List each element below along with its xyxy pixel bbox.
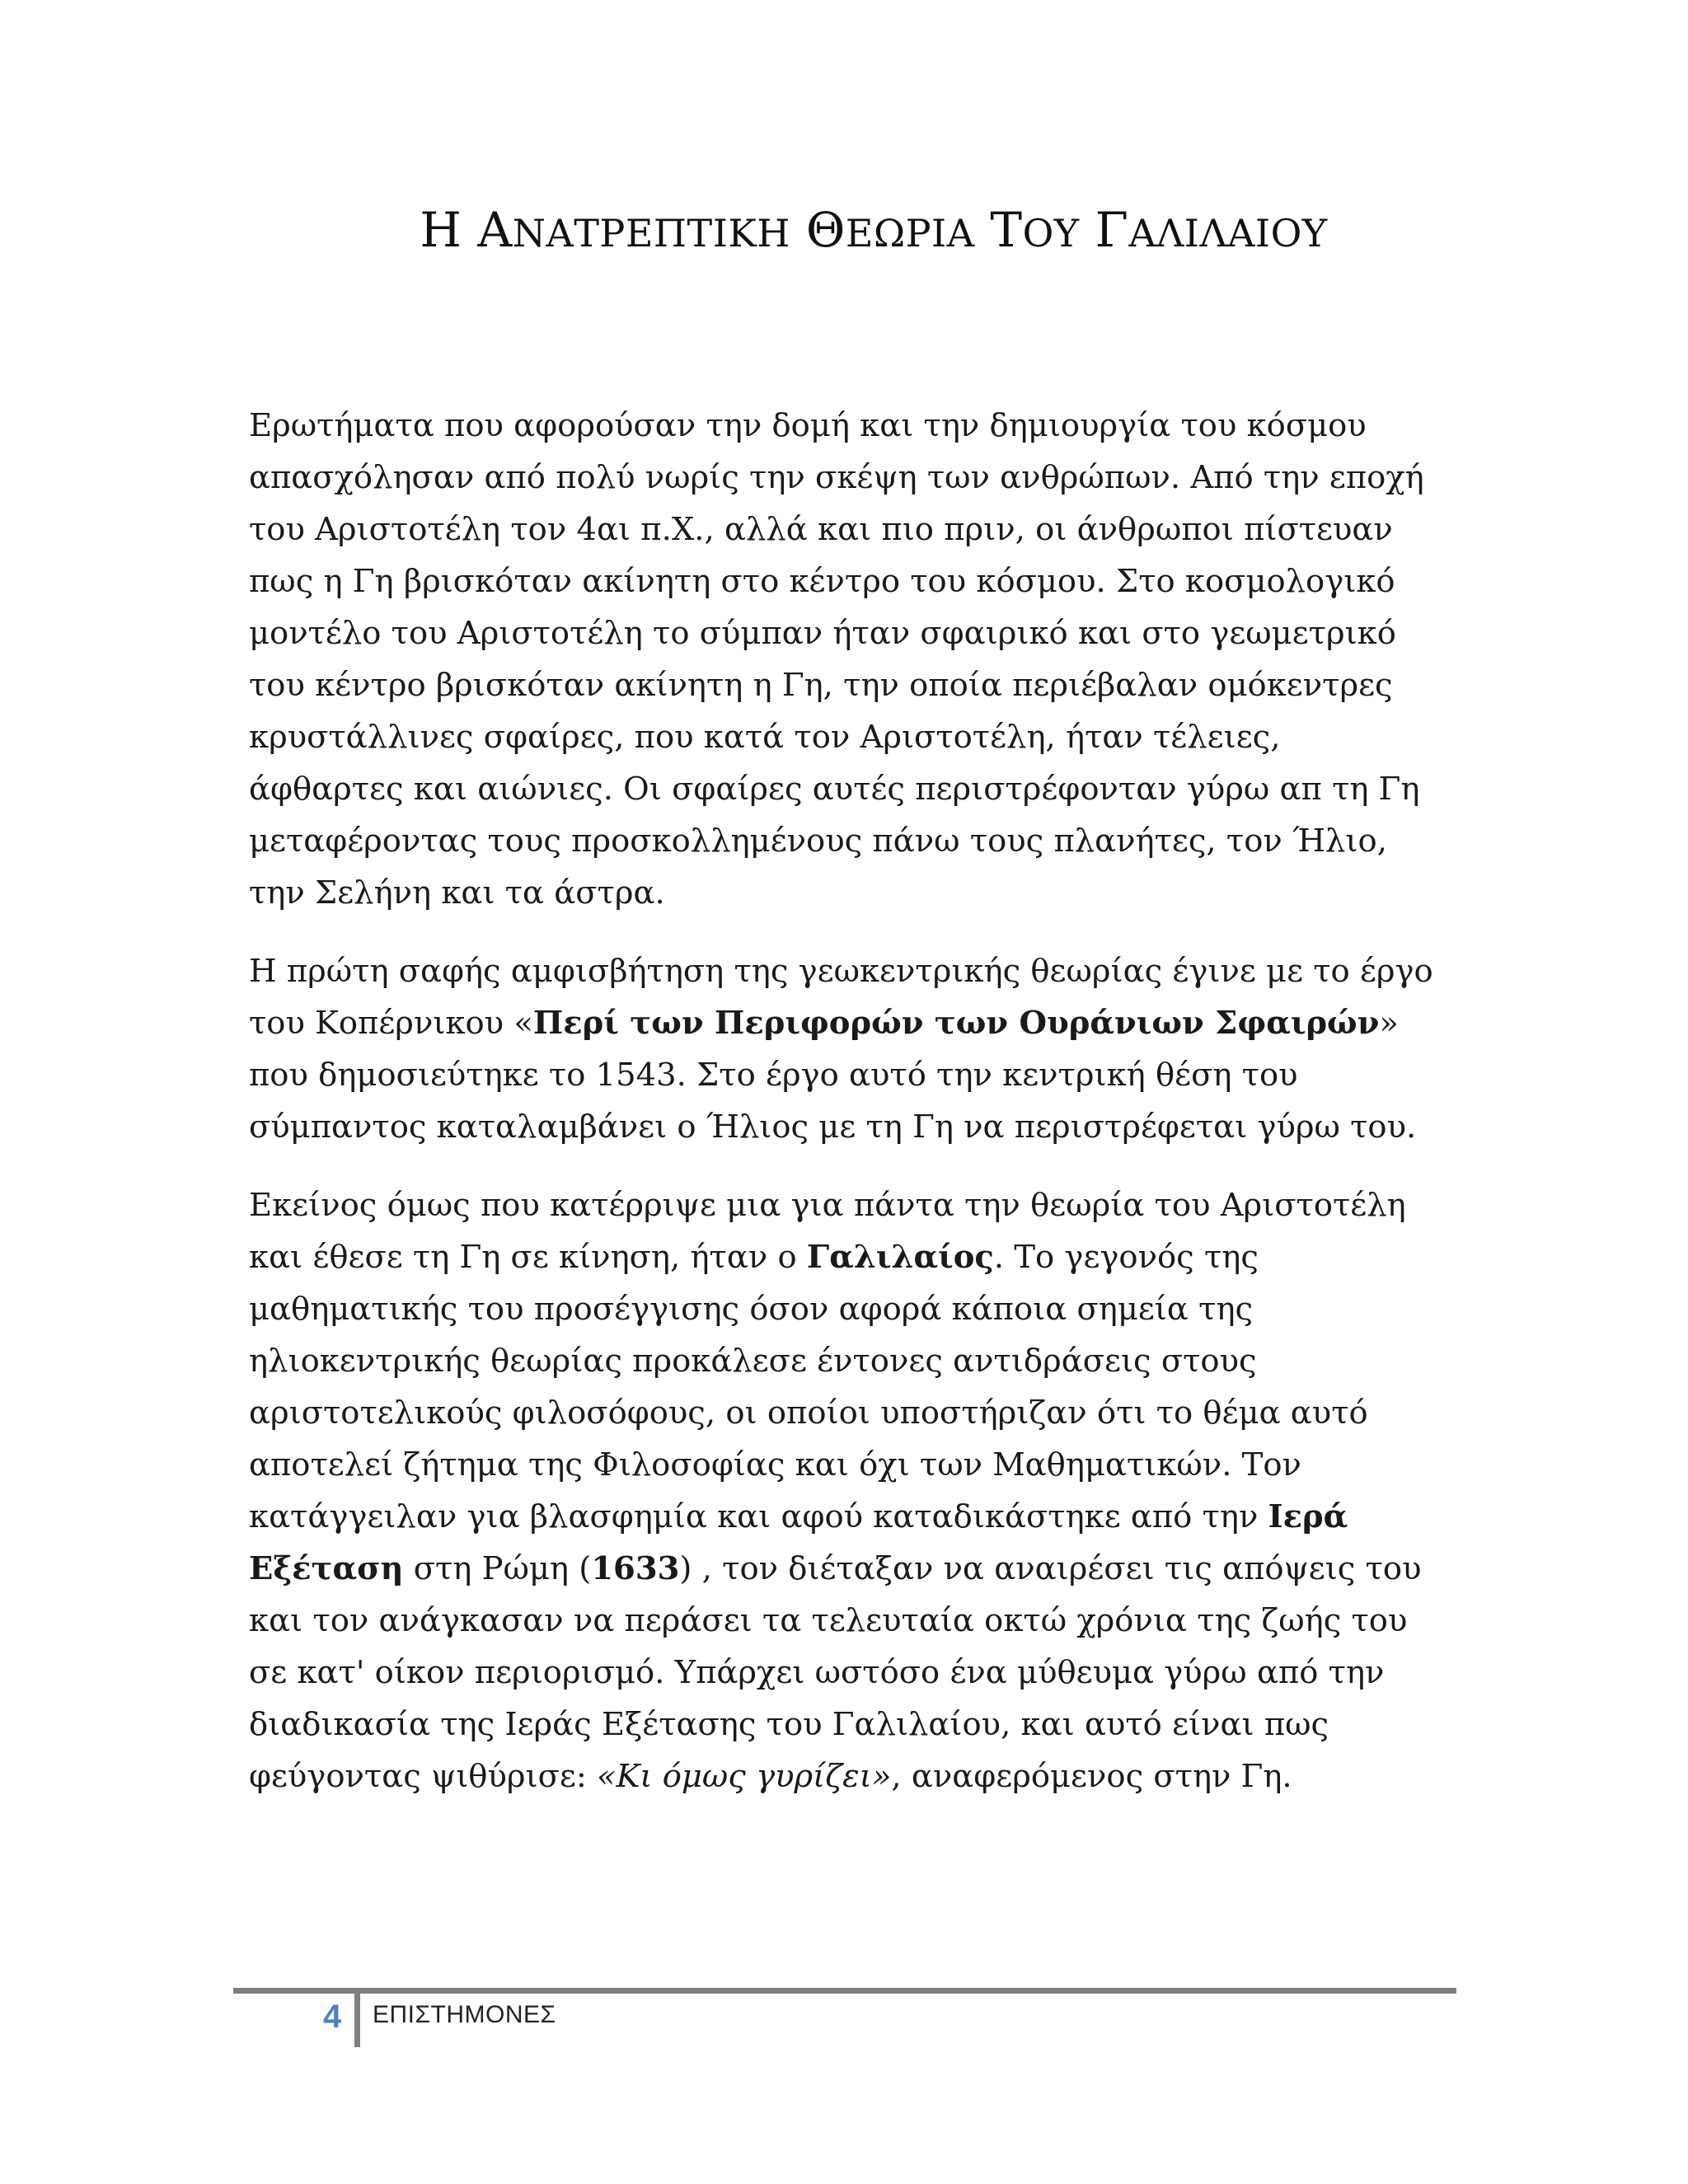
paragraph-text: » που δημοσιεύτηκε το 1543. Στο έργο αυτό την κεντρική θέση του σύμπαντος καταλαμβάνει ο Ήλιος με τη Γη να περιστρέφεται γύρω του. (249, 1005, 1417, 1146)
page-number: 4 (323, 1999, 342, 2035)
paragraph-text: Εκείνος όμως που κατέρριψε μια για πάντα την θεωρία του Αριστοτέλη και έθεσε τη Γη σε κίνηση, ήταν ο (249, 1187, 1406, 1276)
paragraph-text: , αναφερόμενος στην Γη. (891, 1758, 1292, 1795)
footer-separator (354, 1988, 360, 2047)
footer-label: ΕΠΙΣΤΗΜΟΝΕΣ (373, 2001, 556, 2028)
title-word (1095, 202, 1328, 258)
paragraph (249, 1179, 1444, 1802)
paragraph (249, 400, 1444, 919)
footer-rule (233, 1988, 1456, 1994)
italic-text: «Κι όμως γυρίζει» (597, 1758, 892, 1795)
page-title (247, 202, 1500, 258)
title-word-initial: Τ (990, 202, 1023, 258)
paragraph-text: στη Ρώμη ( (403, 1550, 592, 1587)
bold-text: Περί των Περιφορών των Ουράνιων Σφαιρών (532, 1005, 1380, 1042)
title-word-rest: ΟΥ (1022, 211, 1080, 255)
title-word (477, 202, 790, 258)
title-word-initial: Θ (805, 202, 846, 258)
title-word (420, 202, 462, 258)
bold-text: 1633 (591, 1550, 680, 1587)
title-word (990, 202, 1079, 258)
bold-text: Γαλιλαίος (806, 1239, 994, 1276)
title-word (806, 202, 975, 258)
paragraph-text: Η πρώτη σαφής αμφισβήτηση της γεωκεντρικής θεωρίας έγινε με το έργο του Κοπέρνικου « (249, 953, 1433, 1042)
title-word-initial: Γ (1095, 202, 1129, 258)
title-word-initial: Α (477, 202, 513, 258)
paragraph-text: . Το γεγονός της μαθηματικής του προσέγγισης όσον αφορά κάποια σημεία της ηλιοκεντρικής θεωρίας προκάλεσε έντονες αντιδράσεις στους αριστοτελικούς φιλοσόφους, οι οποίοι υποστήριζαν ότι το θέμα αυτό αποτελεί ζήτημα της Φιλοσοφίας και όχι των Μαθηματικών. Τον κατάγγειλαν για βλασφημία και αφού καταδικάστηκε από την (249, 1239, 1368, 1535)
paragraph-text: ) , τον διέταξαν να αναιρέσει τις απόψεις του και τον ανάγκασαν να περάσει τα τελευταία οκτώ χρόνια της ζωής του σε κατ' οίκον περιορισμό. Υπάρχει ωστόσο ένα μύθευμα γύρω από την διαδικασία της Ιεράς Εξέτασης του Γαλιλαίου, και αυτό είναι πως φεύγοντας ψιθύρισε: (249, 1550, 1422, 1795)
title-word-rest: ΝΑΤΡΕΠΤΙΚΗ (512, 211, 790, 255)
title-word-initial: Η (420, 202, 462, 258)
paragraph-text: Ερωτήματα που αφορούσαν την δομή και την δημιουργία του κόσμου απασχόλησαν από πολύ νωρίς την σκέψη των ανθρώπων. Από την εποχή του Αριστοτέλη τον 4αι π.Χ., αλλά και πιο πριν, οι άνθρωποι πίστευαν πως η Γη βρισκόταν ακίνητη στο κέντρο του κόσμου. Στο κοσμολογικό μοντέλο του Αριστοτέλη το σύμπαν ήταν σφαιρικό και στο γεωμετρικό του κέντρο βρισκόταν ακίνητη η Γη, την οποία περιέβαλαν ομόκεντρες κρυστάλλινες σφαίρες, που κατά τον Αριστοτέλη, ήταν τέλειες, άφθαρτες και αιώνιες. Οι σφαίρες αυτές περιστρέφονταν γύρω απ τη Γη μεταφέροντας τους προσκολλημένους πάνω τους πλανήτες, τον Ήλιο, την Σελήνη και τα άστρα. (249, 407, 1424, 912)
title-word-rest: ΕΩΡΙΑ (845, 211, 975, 255)
paragraph (249, 945, 1444, 1153)
bold-text: Ιερά Εξέταση (249, 1498, 1348, 1587)
body-text (249, 400, 1444, 1829)
title-word-rest: ΑΛΙΛΑΙΟΥ (1128, 211, 1328, 255)
